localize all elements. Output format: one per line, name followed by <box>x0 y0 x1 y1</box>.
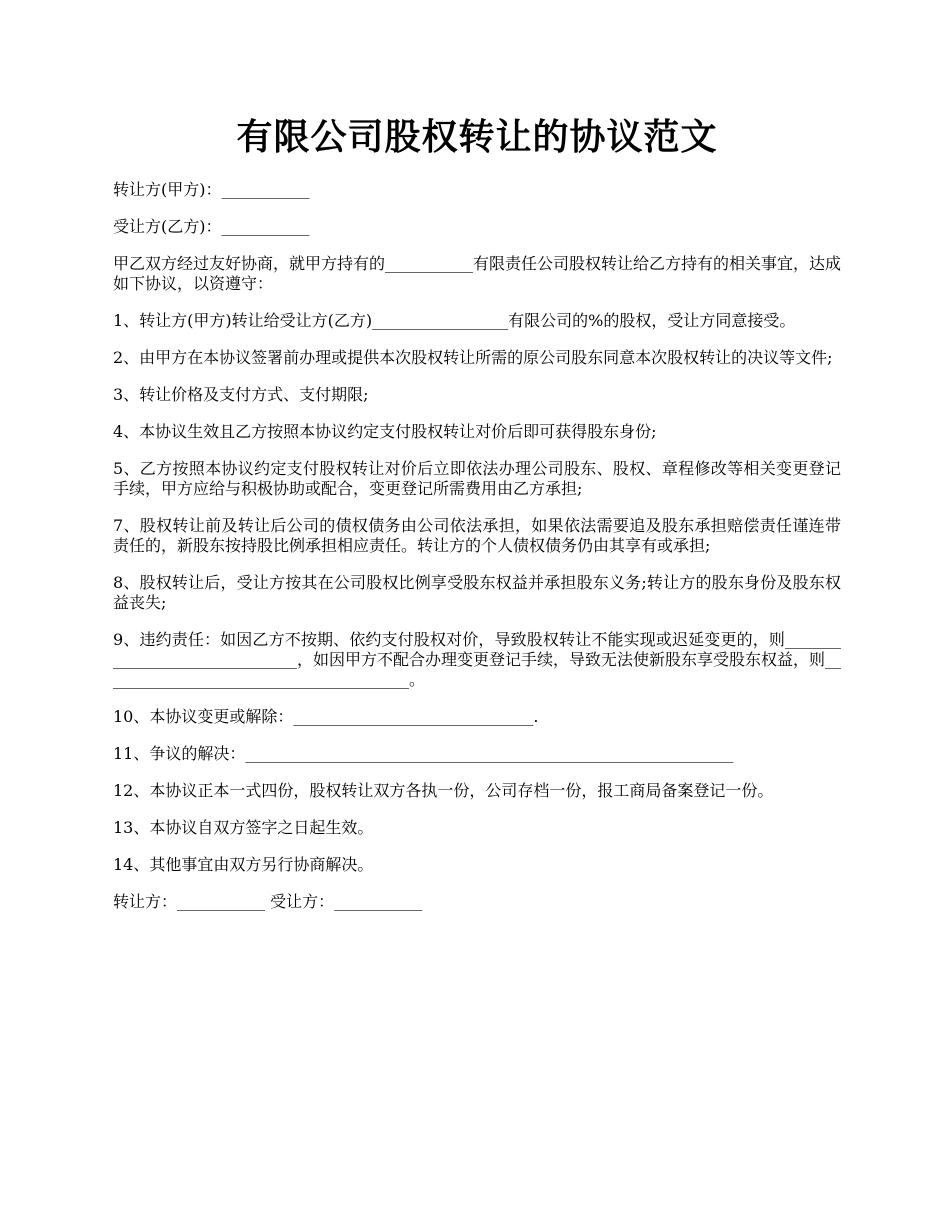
clause-5: 5、乙方按照本协议约定支付股权转让对价后立即依法办理公司股东、股权、章程修改等相关变更登记手续，甲方应给与积极协助或配合，变更登记所需费用由乙方承担; <box>113 459 841 498</box>
document-body <box>113 180 841 912</box>
paragraph-preamble: 甲乙双方经过友好协商，就甲方持有的___________有限责任公司股权转让给乙方持有的相关事宜，达成如下协议，以资遵守： <box>113 254 842 293</box>
clause-12: 12、本协议正本一式四份，股权转让双方各执一份，公司存档一份，报工商局备案登记一份。 <box>113 781 774 800</box>
clause-8: 8、股权转让后，受让方按其在公司股权比例享受股东权益并承担股东义务;转让方的股东身份及股东权益丧失; <box>113 573 841 612</box>
clause-10: 10、本协议变更或解除：______________________________. <box>113 707 539 726</box>
clause-11: 11、争议的解决：_____________________________________________________________ <box>113 744 734 763</box>
document-page <box>113 108 841 929</box>
clause-14: 14、其他事宜由双方另行协商解决。 <box>113 855 374 874</box>
document-title: 有限公司股权转让的协议范文 <box>236 116 718 158</box>
clause-3: 3、转让价格及支付方式、支付期限; <box>113 385 369 404</box>
clause-13: 13、本协议自双方签字之日起生效。 <box>113 818 374 837</box>
clause-4: 4、本协议生效且乙方按照本协议约定支付股权转让对价后即可获得股东身份; <box>113 422 657 441</box>
paragraph-transferee: 受让方(乙方)：___________ <box>113 217 310 236</box>
clause-1: 1、转让方(甲方)转让给受让方(乙方)_________________有限公司的%的股权，受让方同意接受。 <box>113 311 796 330</box>
clause-7: 7、股权转让前及转让后公司的债权债务由公司依法承担，如果依法需要追及股东承担赔偿责任谨连带责任的，新股东按持股比例承担相应责任。转让方的个人债权债务仍由其享有或承担; <box>113 516 841 555</box>
signature-line: 转让方：___________ 受让方：___________ <box>113 892 423 911</box>
clause-2: 2、由甲方在本协议签署前办理或提供本次股权转让所需的原公司股东同意本次股权转让的决议等文件; <box>113 348 833 367</box>
paragraph-transferor: 转让方(甲方)：___________ <box>113 180 310 199</box>
clause-9: 9、违约责任：如因乙方不按期、依约支付股权对价，导致股权转让不能实现或迟延变更的，则______________________________，如因甲方不配合办理变更登记手续，导致无法使新股东享受股东权益，则_______________________________________。 <box>113 630 842 689</box>
